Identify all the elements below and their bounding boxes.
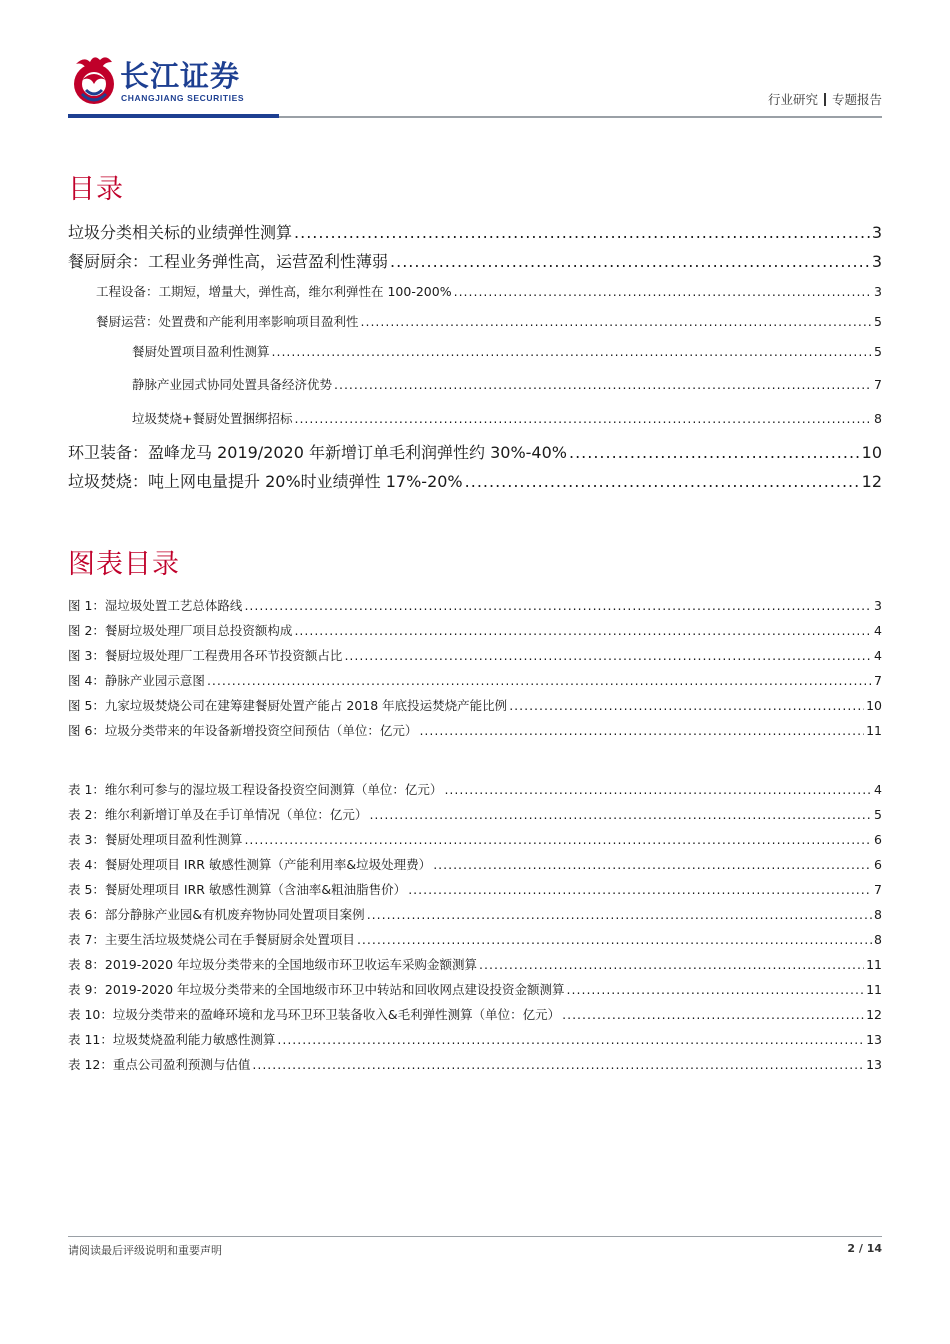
toc-entry-page: 5 — [874, 344, 882, 359]
toc-entry-page: 7 — [874, 377, 882, 392]
toc-entry-label: 垃圾分类相关标的业绩弹性测算 — [68, 223, 293, 242]
table-entry-page: 5 — [874, 807, 882, 822]
toc-entry-page: 10 — [861, 443, 882, 462]
dot-leader — [294, 223, 870, 242]
changjiang-logo-icon — [68, 50, 128, 110]
toc-entry-label: 餐厨厨余：工程业务弹性高，运营盈利性薄弱 — [68, 252, 389, 271]
figure-entry-page: 4 — [874, 648, 882, 663]
table-entry-label: 表 3：餐厨处理项目盈利性测算 — [68, 832, 243, 847]
footer-rule — [68, 1236, 882, 1237]
toc-entry[interactable] — [68, 312, 882, 330]
table-entry-page: 11 — [866, 957, 882, 972]
dot-leader — [408, 882, 872, 897]
dot-leader — [567, 982, 865, 997]
dot-leader — [252, 1057, 864, 1072]
toc-entry[interactable] — [68, 440, 882, 463]
figure-entry[interactable] — [68, 671, 882, 689]
table-entry-label: 表 2：维尔利新增订单及在手订单情况（单位：亿元） — [68, 807, 368, 822]
figure-entry-page: 10 — [866, 698, 882, 713]
dot-leader — [344, 648, 872, 663]
dot-leader — [419, 723, 864, 738]
toc-entry-label: 静脉产业园式协同处置具备经济优势 — [132, 377, 333, 392]
footer-disclaimer: 请阅读最后评级说明和重要声明 — [68, 1244, 222, 1257]
table-entry-page: 4 — [874, 782, 882, 797]
table-entry[interactable] — [68, 980, 882, 998]
dot-leader — [569, 443, 860, 462]
page-indicator: 2 / 14 — [847, 1242, 882, 1255]
table-entry[interactable] — [68, 855, 882, 873]
toc-entry-page: 3 — [871, 252, 882, 271]
toc-entry[interactable] — [68, 282, 882, 300]
table-entry-label: 表 5：餐厨处理项目 IRR 敏感性测算（含油率&粗油脂售价） — [68, 882, 407, 897]
figure-entry[interactable] — [68, 721, 882, 739]
toc-title: 目录 — [68, 174, 124, 205]
table-entry[interactable] — [68, 955, 882, 973]
figure-entry-label: 图 3：餐厨垃圾处理厂工程费用各环节投资额占比 — [68, 648, 343, 663]
figure-entry[interactable] — [68, 646, 882, 664]
figure-entry-page: 7 — [874, 673, 882, 688]
dot-leader — [444, 782, 872, 797]
dot-leader — [433, 857, 872, 872]
toc-entry[interactable] — [68, 342, 882, 360]
table-entry-page: 13 — [866, 1032, 882, 1047]
table-entry-page: 8 — [874, 932, 882, 947]
table-entry[interactable] — [68, 880, 882, 898]
header-rule-accent — [68, 114, 279, 118]
dot-leader — [244, 598, 872, 613]
toc-entry[interactable] — [68, 249, 882, 272]
dot-leader — [272, 344, 873, 359]
table-entry[interactable] — [68, 805, 882, 823]
toc-entry-label: 垃圾焚烧+餐厨处置捆绑招标 — [132, 411, 293, 426]
toc-entry-label: 环卫装备：盈峰龙马 2019/2020 年新增订单毛利润弹性约 30%-40% — [68, 443, 567, 462]
toc-entry-page: 12 — [861, 472, 882, 491]
report-type-tag — [768, 90, 882, 108]
table-entry-page: 6 — [874, 832, 882, 847]
dot-leader — [334, 377, 872, 392]
figure-entry-label: 图 4：静脉产业园示意图 — [68, 673, 205, 688]
figure-entry-label: 图 6：垃圾分类带来的年设备新增投资空间预估（单位：亿元） — [68, 723, 418, 738]
table-entry[interactable] — [68, 905, 882, 923]
page-header — [68, 44, 882, 120]
dot-leader — [294, 411, 872, 426]
header-rule — [279, 116, 882, 118]
dot-leader — [244, 832, 872, 847]
table-entry[interactable] — [68, 930, 882, 948]
toc-entry-page: 8 — [874, 411, 882, 426]
table-entry[interactable] — [68, 830, 882, 848]
figure-entry-page: 3 — [874, 598, 882, 613]
toc-entry-label: 工程设备：工期短，增量大，弹性高，维尔利弹性在 100-200% — [96, 284, 452, 299]
toc-entry-page: 3 — [871, 223, 882, 242]
table-entry-label: 表 8：2019-2020 年垃圾分类带来的全国地级市环卫收运车采购金额测算 — [68, 957, 478, 972]
dot-leader — [562, 1007, 864, 1022]
figure-entry-label: 图 1：湿垃圾处置工艺总体路线 — [68, 598, 243, 613]
figure-entry-label: 图 5：九家垃圾焚烧公司在建筹建餐厨处置产能占 2018 年底投运焚烧产能比例 — [68, 698, 508, 713]
table-entry-label: 表 1：维尔利可参与的湿垃圾工程设备投资空间测算（单位：亿元） — [68, 782, 443, 797]
toc-entry-label: 餐厨处置项目盈利性测算 — [132, 344, 270, 359]
dot-leader — [454, 284, 872, 299]
table-entry[interactable] — [68, 780, 882, 798]
table-entry-page: 11 — [866, 982, 882, 997]
figure-entry-page: 4 — [874, 623, 882, 638]
table-entry-label: 表 7：主要生活垃圾焚烧公司在手餐厨厨余处置项目 — [68, 932, 355, 947]
figure-entry[interactable] — [68, 596, 882, 614]
table-entry[interactable] — [68, 1030, 882, 1048]
dot-leader — [509, 698, 864, 713]
dot-leader — [277, 1032, 864, 1047]
figure-entry[interactable] — [68, 696, 882, 714]
toc-entry-label: 垃圾焚烧：吨上网电量提升 20%时业绩弹性 17%-20% — [68, 472, 463, 491]
table-entry-page: 6 — [874, 857, 882, 872]
table-entry-label: 表 9：2019-2020 年垃圾分类带来的全国地级市环卫中转站和回收网点建设投资金额测算 — [68, 982, 565, 997]
dot-leader — [390, 252, 870, 271]
toc-entry-page: 3 — [874, 284, 882, 299]
table-entry[interactable] — [68, 1005, 882, 1023]
dot-leader — [207, 673, 872, 688]
dot-leader — [367, 907, 872, 922]
table-entry-label: 表 4：餐厨处理项目 IRR 敏感性测算（产能利用率&垃圾处理费） — [68, 857, 432, 872]
toc-entry-page: 5 — [874, 314, 882, 329]
table-entry-page: 12 — [866, 1007, 882, 1022]
toc-entry[interactable] — [68, 409, 882, 427]
figure-entry-page: 11 — [866, 723, 882, 738]
table-entry-page: 8 — [874, 907, 882, 922]
figures-list-title: 图表目录 — [68, 549, 180, 580]
dot-leader — [294, 623, 872, 638]
report-subcategory: 专题报告 — [831, 92, 882, 107]
table-entry-label: 表 12：重点公司盈利预测与估值 — [68, 1057, 251, 1072]
table-entry[interactable] — [68, 1055, 882, 1073]
dot-leader — [357, 932, 872, 947]
figure-entry-label: 图 2：餐厨垃圾处理厂项目总投资额构成 — [68, 623, 293, 638]
toc-entry[interactable] — [68, 469, 882, 492]
toc-entry[interactable] — [68, 220, 882, 243]
toc-entry-label: 餐厨运营：处置费和产能利用率影响项目盈利性 — [96, 314, 359, 329]
dot-leader — [465, 472, 860, 491]
brand-name-en: CHANGJIANG SECURITIES — [121, 93, 245, 103]
table-entry-page: 7 — [874, 882, 882, 897]
dot-leader — [361, 314, 873, 329]
figure-entry[interactable] — [68, 621, 882, 639]
table-entry-label: 表 6：部分静脉产业园&有机废弃物协同处置项目案例 — [68, 907, 365, 922]
brand-name-cn: 长江证券 — [120, 59, 241, 93]
dot-leader — [369, 807, 872, 822]
tag-separator — [824, 93, 826, 106]
toc-entry[interactable] — [68, 375, 882, 393]
table-entry-page: 13 — [866, 1057, 882, 1072]
table-entry-label: 表 10：垃圾分类带来的盈峰环境和龙马环卫环卫装备收入&毛利弹性测算（单位：亿元） — [68, 1007, 561, 1022]
dot-leader — [479, 957, 864, 972]
table-entry-label: 表 11：垃圾焚烧盈利能力敏感性测算 — [68, 1032, 276, 1047]
report-category: 行业研究 — [767, 92, 818, 107]
